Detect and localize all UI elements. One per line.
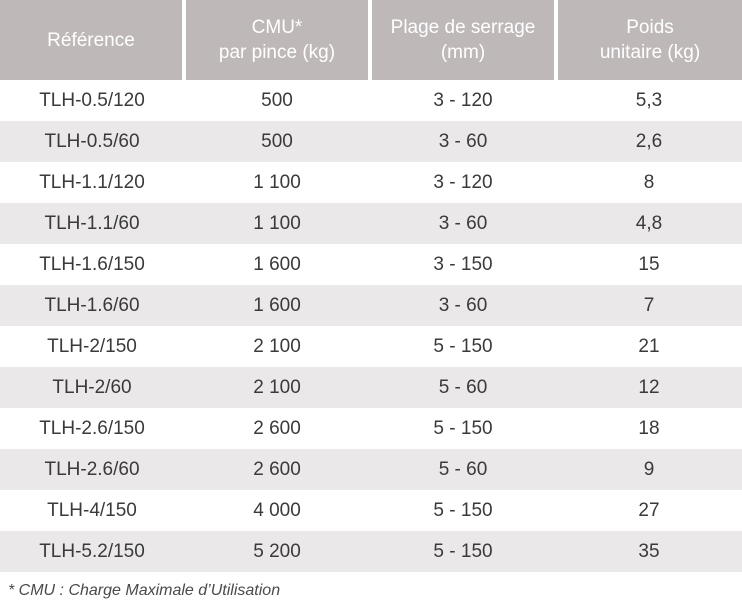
table-row [0,531,742,572]
cell-unit-weight: 5,3 [556,80,742,121]
table-row [0,367,742,408]
table-row [0,490,742,531]
cell-cmu: 2 600 [184,408,370,449]
cell-reference: TLH-0.5/120 [0,80,184,121]
cell-reference: TLH-4/150 [0,490,184,531]
cell-cmu: 500 [184,80,370,121]
table-row [0,449,742,490]
cell-clamping-range: 3 - 150 [370,244,556,285]
cell-reference: TLH-2.6/150 [0,408,184,449]
cell-unit-weight: 18 [556,408,742,449]
cell-cmu: 2 600 [184,449,370,490]
cell-reference: TLH-1.6/150 [0,244,184,285]
cell-cmu: 1 600 [184,244,370,285]
table-row [0,162,742,203]
cell-unit-weight: 35 [556,531,742,572]
cell-cmu: 2 100 [184,367,370,408]
header-reference: Référence [0,0,184,80]
cell-clamping-range: 3 - 60 [370,121,556,162]
cell-clamping-range: 3 - 60 [370,203,556,244]
cell-unit-weight: 2,6 [556,121,742,162]
cell-clamping-range: 3 - 60 [370,285,556,326]
table-row [0,80,742,121]
cell-unit-weight: 9 [556,449,742,490]
cell-unit-weight: 27 [556,490,742,531]
cell-reference: TLH-0.5/60 [0,121,184,162]
cell-reference: TLH-5.2/150 [0,531,184,572]
cell-cmu: 4 000 [184,490,370,531]
cell-unit-weight: 12 [556,367,742,408]
cell-cmu: 1 100 [184,203,370,244]
cell-cmu: 5 200 [184,531,370,572]
cell-reference: TLH-2/60 [0,367,184,408]
table-header [0,0,742,80]
cell-clamping-range: 5 - 60 [370,367,556,408]
cell-clamping-range: 5 - 60 [370,449,556,490]
table-body [0,80,742,572]
cell-cmu: 2 100 [184,326,370,367]
cell-reference: TLH-1.6/60 [0,285,184,326]
cell-clamping-range: 3 - 120 [370,162,556,203]
cell-reference: TLH-2/150 [0,326,184,367]
cell-clamping-range: 5 - 150 [370,531,556,572]
table-row [0,285,742,326]
table-row [0,244,742,285]
cell-clamping-range: 5 - 150 [370,490,556,531]
table-row [0,121,742,162]
cell-unit-weight: 4,8 [556,203,742,244]
cell-cmu: 1 100 [184,162,370,203]
cell-unit-weight: 15 [556,244,742,285]
header-row [0,0,742,80]
table-row [0,408,742,449]
cell-clamping-range: 5 - 150 [370,408,556,449]
cell-unit-weight: 7 [556,285,742,326]
cell-reference: TLH-2.6/60 [0,449,184,490]
cell-reference: TLH-1.1/120 [0,162,184,203]
table-row [0,203,742,244]
cell-reference: TLH-1.1/60 [0,203,184,244]
cell-unit-weight: 8 [556,162,742,203]
header-unit-weight: Poids unitaire (kg) [556,0,742,80]
header-cmu: CMU* par pince (kg) [184,0,370,80]
cell-cmu: 1 600 [184,285,370,326]
cell-cmu: 500 [184,121,370,162]
footnote: * CMU : Charge Maximale d’Utilisation [8,582,281,599]
table-row [0,326,742,367]
cell-clamping-range: 5 - 150 [370,326,556,367]
header-clamping-range: Plage de serrage (mm) [370,0,556,80]
cell-clamping-range: 3 - 120 [370,80,556,121]
cell-unit-weight: 21 [556,326,742,367]
